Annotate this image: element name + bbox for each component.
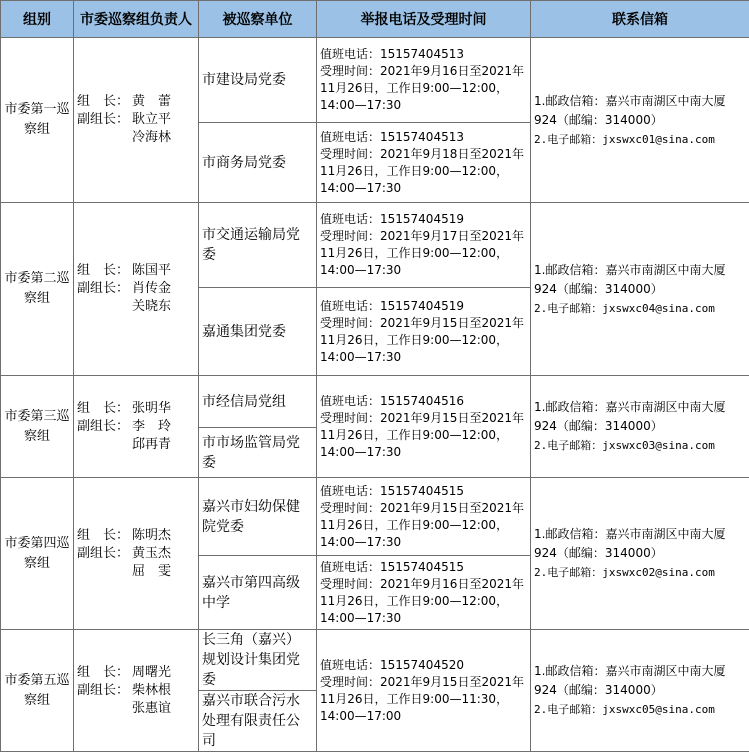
duty-phone: 值班电话：15157404515 — [320, 559, 527, 576]
group-name: 市委第二巡察组 — [1, 203, 74, 376]
group-name: 市委第一巡察组 — [1, 38, 74, 203]
leader-label: 组 长： — [77, 664, 132, 682]
deputy-label: 副组长： — [77, 111, 132, 129]
header-group: 组别 — [1, 1, 74, 38]
deputy-name: 耿立平 — [132, 111, 171, 129]
phone-time-cell — [317, 38, 531, 123]
group-name: 市委第三巡察组 — [1, 376, 74, 478]
accept-time: 受理时间：2021年9月15日至2021年11月26日，工作日9:00—12:00，14:00—17:30 — [320, 315, 527, 366]
postal-box: 1.邮政信箱：嘉兴市南湖区中南大厦924（邮编：314000） — [534, 662, 746, 700]
deputy-name: 肖传金 — [132, 280, 171, 298]
duty-phone: 值班电话：15157404519 — [320, 211, 527, 228]
postal-box: 1.邮政信箱：嘉兴市南湖区中南大厦924（邮编：314000） — [534, 525, 746, 563]
email-address: 2.电子邮箱：jxswxc02@sina.com — [534, 563, 746, 582]
leader-name: 周曙光 — [132, 664, 171, 682]
email-address: 2.电子邮箱：jxswxc01@sina.com — [534, 130, 746, 149]
postal-box: 1.邮政信箱：嘉兴市南湖区中南大厦924（邮编：314000） — [534, 398, 746, 436]
table-row — [1, 203, 749, 288]
accept-time: 受理时间：2021年9月15日至2021年11月26日，工作日9:00—11:30，14:00—17:00 — [320, 674, 527, 725]
leader-name: 陈明杰 — [132, 527, 171, 545]
unit-name: 长三角（嘉兴）规划设计集团党委 — [199, 630, 317, 691]
deputy-label: 副组长： — [77, 545, 132, 563]
contact-cell — [531, 376, 749, 478]
header-units: 被巡察单位 — [199, 1, 317, 38]
unit-name: 市市场监管局党委 — [199, 428, 317, 478]
contact-cell — [531, 630, 749, 752]
phone-time-cell — [317, 376, 531, 478]
duty-phone: 值班电话：15157404515 — [320, 483, 527, 500]
duty-phone: 值班电话：15157404513 — [320, 129, 527, 146]
group-leaders — [74, 376, 199, 478]
contact-cell — [531, 478, 749, 630]
header-phone-time: 举报电话及受理时间 — [317, 1, 531, 38]
deputy-name: 李 玲 — [132, 418, 171, 436]
leader-label: 组 长： — [77, 262, 132, 280]
email-address: 2.电子邮箱：jxswxc05@sina.com — [534, 700, 746, 719]
accept-time: 受理时间：2021年9月17日至2021年11月26日，工作日9:00—12:00，14:00—17:30 — [320, 228, 527, 279]
table-row — [1, 38, 749, 123]
deputy-name: 关晓东 — [132, 298, 171, 316]
phone-time-cell — [317, 123, 531, 203]
duty-phone: 值班电话：15157404513 — [320, 46, 527, 63]
unit-name: 市商务局党委 — [199, 123, 317, 203]
email-address: 2.电子邮箱：jxswxc03@sina.com — [534, 436, 746, 455]
table-row — [1, 630, 749, 691]
deputy-name: 冷海林 — [132, 129, 171, 147]
deputy-name: 张惠谊 — [132, 700, 171, 718]
table-row — [1, 376, 749, 428]
unit-name: 市经信局党组 — [199, 376, 317, 428]
accept-time: 受理时间：2021年9月16日至2021年11月26日，工作日9:00—12:00，14:00—17:30 — [320, 576, 527, 627]
unit-name: 嘉兴市联合污水处理有限责任公司 — [199, 691, 317, 752]
duty-phone: 值班电话：15157404516 — [320, 393, 527, 410]
group-leaders — [74, 203, 199, 376]
postal-box: 1.邮政信箱：嘉兴市南湖区中南大厦924（邮编：314000） — [534, 261, 746, 299]
leader-label: 组 长： — [77, 400, 132, 418]
leader-name: 陈国平 — [132, 262, 171, 280]
accept-time: 受理时间：2021年9月15日至2021年11月26日，工作日9:00—12:00，14:00—17:30 — [320, 410, 527, 461]
email-address: 2.电子邮箱：jxswxc04@sina.com — [534, 299, 746, 318]
header-contact: 联系信箱 — [531, 1, 749, 38]
deputy-name: 屈 雯 — [132, 563, 171, 581]
unit-name: 嘉兴市妇幼保健院党委 — [199, 478, 317, 556]
postal-box: 1.邮政信箱：嘉兴市南湖区中南大厦924（邮编：314000） — [534, 92, 746, 130]
accept-time: 受理时间：2021年9月18日至2021年11月26日，工作日9:00—12:00，14:00—17:30 — [320, 146, 527, 197]
accept-time: 受理时间：2021年9月16日至2021年11月26日，工作日9:00—12:00，14:00—17:30 — [320, 63, 527, 114]
deputy-name: 黄玉杰 — [132, 545, 171, 563]
header-leaders: 市委巡察组负责人 — [74, 1, 199, 38]
table-row — [1, 478, 749, 556]
unit-name: 市交通运输局党委 — [199, 203, 317, 288]
contact-cell — [531, 38, 749, 203]
deputy-label: 副组长： — [77, 682, 132, 700]
group-name: 市委第四巡察组 — [1, 478, 74, 630]
phone-time-cell — [317, 556, 531, 630]
leader-label: 组 长： — [77, 527, 132, 545]
unit-name: 市建设局党委 — [199, 38, 317, 123]
header-row — [1, 1, 749, 38]
phone-time-cell — [317, 630, 531, 752]
deputy-name: 邱再青 — [132, 436, 171, 454]
deputy-name: 柴林根 — [132, 682, 171, 700]
group-leaders — [74, 38, 199, 203]
phone-time-cell — [317, 288, 531, 376]
duty-phone: 值班电话：15157404519 — [320, 298, 527, 315]
unit-name: 嘉通集团党委 — [199, 288, 317, 376]
leader-name: 张明华 — [132, 400, 171, 418]
phone-time-cell — [317, 478, 531, 556]
leader-label: 组 长： — [77, 93, 132, 111]
contact-cell — [531, 203, 749, 376]
group-leaders — [74, 478, 199, 630]
group-name: 市委第五巡察组 — [1, 630, 74, 752]
accept-time: 受理时间：2021年9月15日至2021年11月26日，工作日9:00—12:00，14:00—17:30 — [320, 500, 527, 551]
duty-phone: 值班电话：15157404520 — [320, 657, 527, 674]
leader-name: 黄 蕾 — [132, 93, 171, 111]
deputy-label: 副组长： — [77, 280, 132, 298]
phone-time-cell — [317, 203, 531, 288]
unit-name: 嘉兴市第四高级中学 — [199, 556, 317, 630]
deputy-label: 副组长： — [77, 418, 132, 436]
group-leaders — [74, 630, 199, 752]
